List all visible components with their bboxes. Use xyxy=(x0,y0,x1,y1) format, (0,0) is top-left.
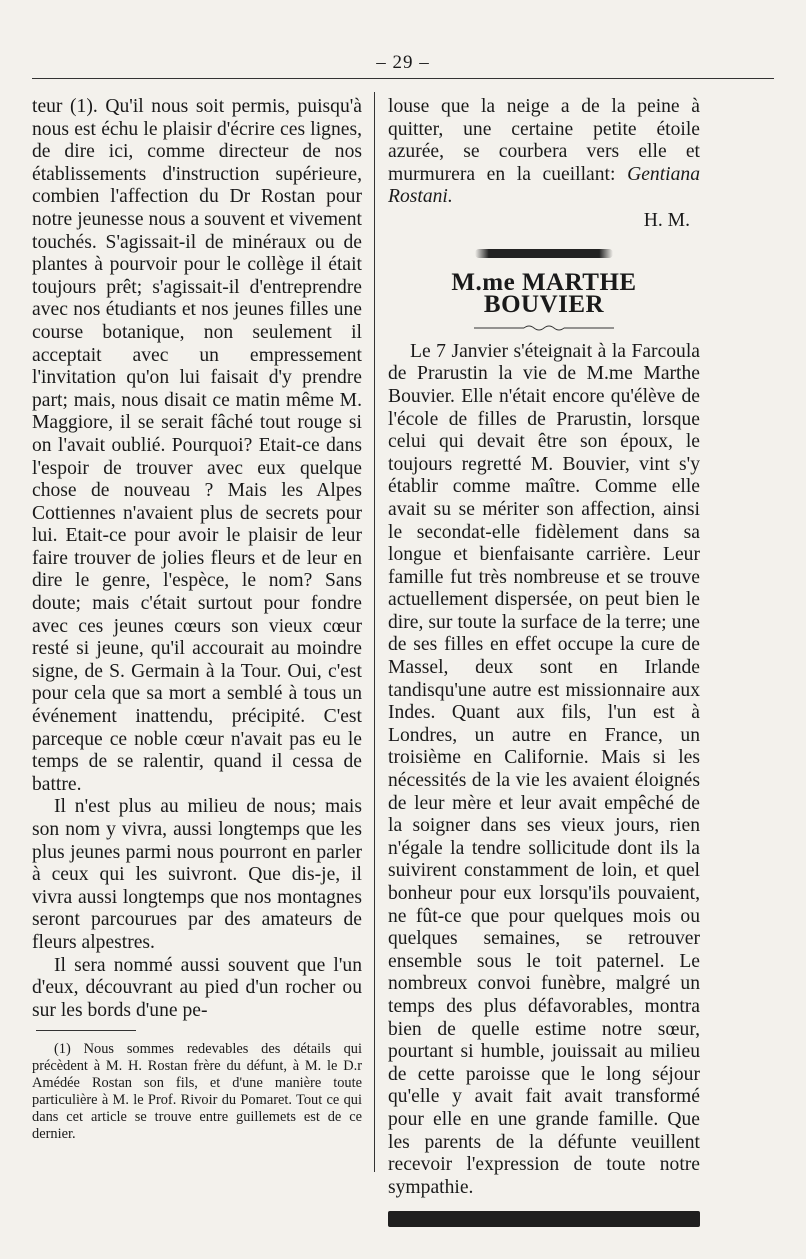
header-rule xyxy=(32,78,774,79)
column-divider xyxy=(374,92,375,1172)
continuation-body: louse que la neige a de la peine à quitter, une certaine petite étoile azurée, se courbera vers elle et murmurera en la cueillant: xyxy=(388,96,700,185)
paragraph-3: Il sera nommé aussi souvent que l'un d'eux, découvrant au pied d'un rocher ou sur les bords d'une pe- xyxy=(32,954,362,1021)
footnote-rule xyxy=(36,1030,136,1031)
article-body: Le 7 Janvier s'éteignait à la Farcoula de Prarustin la vie de M.me Marthe Bouvier. Elle n'était encore qu'élève de l'école de filles de Prarustin, lorsque celui qui devait être son époux, le toujours regretté M. Bouvier, vint s'y établir comme maître. Comme elle avait su se mériter son affection, ainsi le secondat-elle fidèlement dans sa longue et bienfaisante carrière. Leur famille fut très nombreuse et se trouve actuellement dispersée, on peut bien le dire, sur toute la surface de la terre; une de ses filles en effet occupe la cure de Massel, deux sont en Irlande tandisqu'une autre est missionnaire aux Indes. Quant aux fils, l'un est à Londres, un autre en France, un troisième en Californie. Mais si les nécessités de la vie les avaient éloignés de leur mère et leur avait empêché de la soigner dans ses vieux jours, rien n'égale la tendre sollicitude dont ils la suivirent constamment de loin, et quel bonheur pour eux lorsqu'ils pouvaient, ne fût-ce que pour quelques mois ou quelques semaines, se retrouver ensemble sous le toit paternel. Le nombreux convoi funèbre, malgré un temps des plus défavorables, montra bien de quelle estime notre sœur, pourtant si humble, jouissait au milieu de cette paroisse que le long séjour qu'elle y avait fait avait transformé pour elle en une grande famille. Que les parents de la défunte veuillent recevoir l'expression de toute notre sympathie. xyxy=(388,340,700,1198)
decorative-bar xyxy=(475,249,613,258)
plant-name: Gentiana Rostani. xyxy=(388,163,700,208)
bottom-bar xyxy=(388,1211,700,1227)
ornament-icon xyxy=(474,323,614,333)
left-column xyxy=(32,96,362,1143)
continuation-text xyxy=(388,96,700,209)
paragraph-2: Il n'est plus au milieu de nous; mais son nom y vivra, aussi longtemps que les plus jeunes parmi nous pourront en parler à ceux qui les suivront. Que dis-je, il vivra aussi longtemps que nos montagnes seront parcourues par des amateurs de fleurs alpestres. xyxy=(32,796,362,953)
right-column xyxy=(388,96,700,1227)
paragraph-1: teur (1). Qu'il nous soit permis, puisqu'à nous est échu le plaisir d'écrire ces lignes, de dire ici, comme directeur de nos établissements d'instruction supérieure, combien l'affection du Dr Rostan pour notre jeunesse nous a souvent et vivement touchés. S'agissait-il de minéraux ou de plantes à pourvoir pour le collège il était toujours prêt; s'agissait-il d'entreprendre avec nos étudiants et nos jeunes filles une course botanique, non seulement il acceptait avec un empressement l'invitation qu'on lui faisait d'y prendre part; mais, nous disait ce matin même M. Maggiore, il se serait fâché tout rouge si on l'avait oublié. Pourquoi? Etait-ce dans l'espoir de trouver avec eux quelque chose de nouveau ? Mais les Alpes Cottiennes n'avaient plus de secrets pour lui. Etait-ce pour avoir le plaisir de leur faire trouver de jolies fleurs et de leur en dire le genre, l'espèce, le nom? Sans doute; mais c'était surtout pour fondre avec ces jeunes cœurs son vieux cœur resté si jeune, qu'il accourait au moindre signe, de S. Germain à la Tour. Oui, c'est pour cela que sa mort a semblé à tous un événement inattendu, précipité. C'est parceque ce noble cœur n'avait pas eu le temps de se ralentir, quand il cessa de battre. xyxy=(32,96,362,795)
footnote: (1) Nous sommes redevables des détails qui précèdent à M. H. Rostan frère du défunt, à M. le D.r Amédée Rostan son fils, et d'une manière toute particulière à M. le Prof. Rivoir du Pomaret. Tout ce qui dans cet article se trouve entre guillemets est de ce dernier. xyxy=(32,1041,362,1143)
article-heading: M.me MARTHE BOUVIER xyxy=(451,268,637,319)
page-number: – 29 – xyxy=(376,52,430,73)
signature: H. M. xyxy=(643,209,690,231)
